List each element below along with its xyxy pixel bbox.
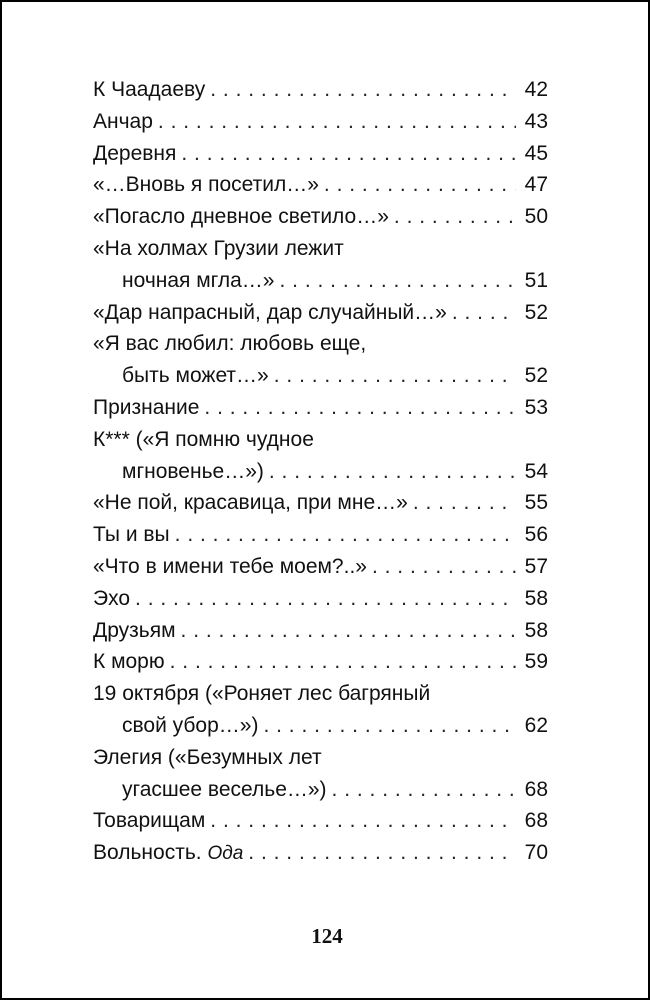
dot-leader xyxy=(274,360,516,392)
toc-entry-line xyxy=(93,138,548,170)
toc-entry-line xyxy=(93,583,548,615)
toc-entry-title: 19 октября («Роняет лес багряный xyxy=(93,682,431,706)
toc-entry-line xyxy=(93,424,548,456)
toc-entry-page: 53 xyxy=(524,395,548,419)
toc-entry xyxy=(93,297,548,329)
toc-entry xyxy=(93,805,548,837)
toc-entry-title: Эхо xyxy=(93,586,131,610)
toc-entry-page: 68 xyxy=(524,777,548,801)
toc-entry-line xyxy=(93,519,548,551)
toc-entry-line xyxy=(93,805,548,837)
toc-entry-title: Элегия («Безумных лет xyxy=(93,745,322,769)
toc-entry-line xyxy=(93,646,548,678)
dot-leader xyxy=(210,805,516,837)
toc-entry-title: «Я вас любил: любовь еще, xyxy=(93,332,367,356)
toc-entry-title: Ты и вы xyxy=(93,523,170,547)
toc-entry xyxy=(93,233,548,297)
toc-entry-line xyxy=(93,615,548,647)
toc-entry xyxy=(93,169,548,201)
dot-leader xyxy=(413,487,516,519)
dot-leader xyxy=(372,551,516,583)
toc-entry-title: «Дар напрасный, дар случайный…» xyxy=(93,300,447,324)
dot-leader xyxy=(452,297,516,329)
toc-entry-page: 43 xyxy=(524,109,548,133)
toc-entry xyxy=(93,551,548,583)
toc-entry-line xyxy=(93,837,548,870)
toc-entry xyxy=(93,615,548,647)
toc-entry-page: 59 xyxy=(524,650,548,674)
toc-entry xyxy=(93,487,548,519)
toc-entry-page: 56 xyxy=(524,523,548,547)
dot-leader xyxy=(181,138,516,170)
toc-entry-line xyxy=(93,360,548,392)
toc-entry-line xyxy=(93,106,548,138)
toc-entry-line xyxy=(93,487,548,519)
toc-entry-line xyxy=(93,710,548,742)
toc-entry-line xyxy=(93,265,548,297)
toc-entry-line xyxy=(93,742,548,774)
toc-entry xyxy=(93,678,548,742)
toc-entry-title: Вольность. xyxy=(93,841,202,865)
toc-entry-title: свой убор…») xyxy=(122,713,259,737)
toc-entry-title: быть может…» xyxy=(122,364,269,388)
toc-entry-title: Анчар xyxy=(93,109,153,133)
toc-entry-line xyxy=(93,456,548,488)
toc-entry-page: 47 xyxy=(524,173,548,197)
dot-leader xyxy=(158,106,516,138)
toc-entry-page: 45 xyxy=(524,141,548,165)
dot-leader xyxy=(263,710,516,742)
dot-leader xyxy=(280,265,517,297)
toc-entry xyxy=(93,519,548,551)
toc-entry xyxy=(93,74,548,106)
toc-entry-title: угасшее веселье…») xyxy=(122,777,327,801)
toc-entry-page: 52 xyxy=(524,364,548,388)
toc-entry xyxy=(93,646,548,678)
toc-entry-subtitle: Ода xyxy=(207,843,244,865)
dot-leader xyxy=(269,456,516,488)
dot-leader xyxy=(332,774,516,806)
toc-entry-title: мгновенье…») xyxy=(122,459,264,483)
toc-entry-page: 62 xyxy=(524,713,548,737)
toc-entry-title: К*** («Я помню чудное xyxy=(93,427,314,451)
toc-entry xyxy=(93,106,548,138)
toc-entry xyxy=(93,328,548,392)
toc-entry-line xyxy=(93,392,548,424)
toc-entry xyxy=(93,742,548,806)
table-of-contents xyxy=(93,74,548,870)
toc-entry-line xyxy=(93,328,548,360)
toc-entry-page: 50 xyxy=(524,205,548,229)
page-number: 124 xyxy=(311,924,343,948)
toc-entry-title: Деревня xyxy=(93,141,177,165)
toc-entry-page: 42 xyxy=(524,78,548,101)
toc-entry-line xyxy=(93,233,548,265)
dot-leader xyxy=(204,392,516,424)
toc-entry xyxy=(93,583,548,615)
toc-entry-page: 58 xyxy=(524,586,548,610)
toc-entry xyxy=(93,201,548,233)
toc-entry-title: Товарищам xyxy=(93,809,206,833)
toc-entry-page: 55 xyxy=(524,491,548,515)
toc-entry-line xyxy=(93,774,548,806)
toc-entry-title: «Погасло дневное светило…» xyxy=(93,205,389,229)
toc-entry-page: 52 xyxy=(524,300,548,324)
toc-entry-page: 57 xyxy=(524,554,548,578)
toc-entry-title: Признание xyxy=(93,395,200,419)
toc-entry-page: 68 xyxy=(524,809,548,833)
toc-entry-page: 51 xyxy=(524,268,548,292)
toc-entry-line xyxy=(93,201,548,233)
toc-entry-line xyxy=(93,678,548,710)
toc-entry-line xyxy=(93,297,548,329)
toc-entry-line xyxy=(93,551,548,583)
dot-leader xyxy=(324,169,516,201)
dot-leader xyxy=(181,615,516,647)
toc-entry-page: 58 xyxy=(524,618,548,642)
toc-entry xyxy=(93,837,548,870)
toc-entry xyxy=(93,138,548,170)
toc-entry-title: К морю xyxy=(93,650,165,674)
toc-entry-title: «На холмах Грузии лежит xyxy=(93,236,344,260)
toc-entry-page: 70 xyxy=(524,841,548,865)
dot-leader xyxy=(248,837,516,869)
toc-entry-title: «Не пой, красавица, при мне…» xyxy=(93,491,408,515)
dot-leader xyxy=(394,201,516,233)
toc-entry-title: Друзьям xyxy=(93,618,176,642)
toc-entry xyxy=(93,424,548,488)
toc-entry-title: К Чаадаеву xyxy=(93,78,206,101)
dot-leader xyxy=(135,583,516,615)
toc-entry-title: «Что в имени тебе моем?..» xyxy=(93,554,367,578)
toc-entry-line xyxy=(93,169,548,201)
toc-entry xyxy=(93,392,548,424)
dot-leader xyxy=(170,646,516,678)
toc-entry-title: «…Вновь я посетил…» xyxy=(93,173,319,197)
dot-leader xyxy=(210,74,516,106)
toc-entry-page: 54 xyxy=(524,459,548,483)
dot-leader xyxy=(175,519,516,551)
toc-entry-line xyxy=(93,74,548,106)
toc-entry-title: ночная мгла…» xyxy=(122,268,275,292)
